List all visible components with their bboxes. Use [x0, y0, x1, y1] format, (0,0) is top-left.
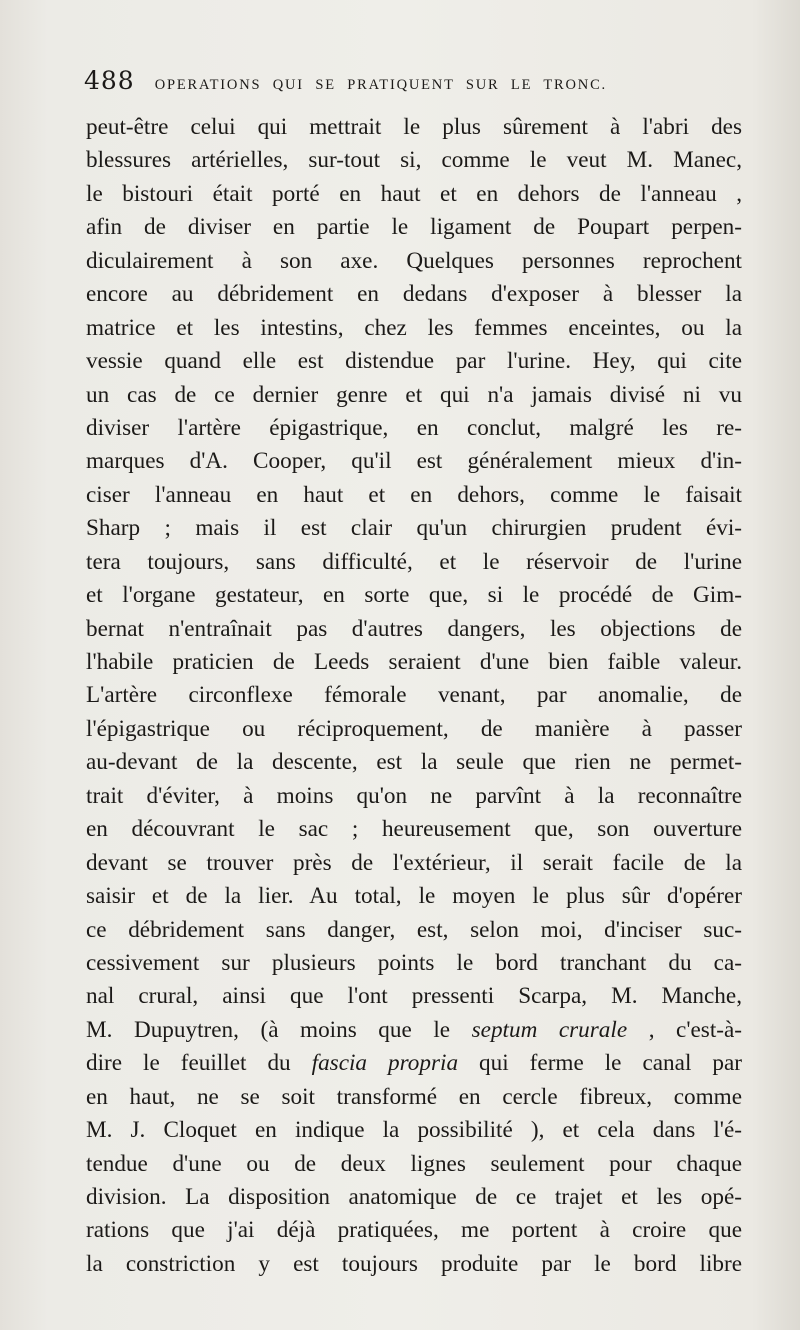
text-line: Sharp ; mais il est clair qu'un chirurgien prudent évi-: [86, 515, 742, 542]
text-line: diculairement à son axe. Quelques personnes reprochent: [86, 247, 742, 274]
text-segment: dire le feuillet du: [86, 1050, 312, 1077]
text-line: [86, 1047, 742, 1080]
text-line: en découvrant le sac ; heureusement que, son ouverture: [86, 816, 742, 843]
text-line: ciser l'anneau en haut et en dehors, comme le faisait: [86, 481, 742, 508]
text-line: tendue d'une ou de deux lignes seulement pour chaque: [86, 1150, 742, 1177]
text-line: nal crural, ainsi que l'ont pressenti Scarpa, M. Manche,: [86, 983, 742, 1010]
text-line: saisir et de la lier. Au total, le moyen le plus sûr d'opérer: [86, 883, 742, 910]
text-line: devant se trouver près de l'extérieur, il serait facile de la: [86, 849, 742, 876]
text-line: ce débridement sans danger, est, selon moi, d'inciser suc-: [86, 916, 742, 943]
text-line: le bistouri était porté en haut et en dehors de l'anneau ,: [86, 180, 742, 207]
text-line: diviser l'artère épigastrique, en conclut, malgré les re-: [86, 414, 742, 441]
text-line: vessie quand elle est distendue par l'urine. Hey, qui cite: [86, 348, 742, 375]
body-text: [86, 111, 742, 1281]
text-line: matrice et les intestins, chez les femmes enceintes, ou la: [86, 314, 742, 341]
text-line: un cas de ce dernier genre et qui n'a jamais divisé ni vu: [86, 381, 742, 408]
page-header: [84, 66, 724, 98]
text-line: et l'organe gestateur, en sorte que, si le procédé de Gim-: [86, 582, 742, 609]
text-line: [86, 1014, 742, 1047]
text-line: la constriction y est toujours produite par le bord libre: [86, 1250, 742, 1277]
text-line: trait d'éviter, à moins qu'on ne parvînt à la reconnaître: [86, 782, 742, 809]
text-line: blessures artérielles, sur-tout si, comme le veut M. Manec,: [86, 147, 742, 174]
text-line: tera toujours, sans difficulté, et le réservoir de l'urine: [86, 548, 742, 575]
running-title: OPERATIONS QUI SE PRATIQUENT SUR LE TRONC.: [154, 77, 607, 93]
italic-term: septum crurale: [471, 1016, 628, 1043]
text-segment: , c'est-à-: [627, 1016, 743, 1043]
italic-term: fascia propria: [311, 1050, 459, 1077]
text-line: peut-être celui qui mettrait le plus sûrement à l'abri des: [86, 114, 742, 140]
page-number: 488: [84, 66, 135, 95]
text-line: L'artère circonflexe fémorale venant, par anomalie, de: [86, 682, 742, 709]
text-line: division. La disposition anatomique de ce trajet et les opé-: [86, 1184, 742, 1210]
text-line: cessivement sur plusieurs points le bord tranchant du ca-: [86, 949, 742, 976]
text-segment: qui ferme le canal par: [458, 1050, 742, 1077]
text-line: l'habile praticien de Leeds seraient d'une bien faible valeur.: [86, 649, 742, 675]
text-line: encore au débridement en dedans d'exposer à blesser la: [86, 281, 742, 308]
text-line: au-devant de la descente, est la seule que rien ne permet-: [86, 749, 742, 776]
text-line: marques d'A. Cooper, qu'il est généralement mieux d'in-: [86, 448, 742, 475]
text-line: en haut, ne se soit transformé en cercle fibreux, comme: [86, 1083, 742, 1110]
text-line: l'épigastrique ou réciproquement, de manière à passer: [86, 715, 742, 742]
text-line: bernat n'entraînait pas d'autres dangers, les objections de: [86, 615, 742, 642]
text-segment: M. Dupuytren, (à moins que le: [86, 1016, 472, 1043]
text-line: rations que j'ai déjà pratiquées, me portent à croire que: [86, 1217, 742, 1244]
text-line: M. J. Cloquet en indique la possibilité ), et cela dans l'é-: [86, 1117, 742, 1144]
text-line: afin de diviser en partie le ligament de Poupart perpen-: [86, 214, 742, 241]
